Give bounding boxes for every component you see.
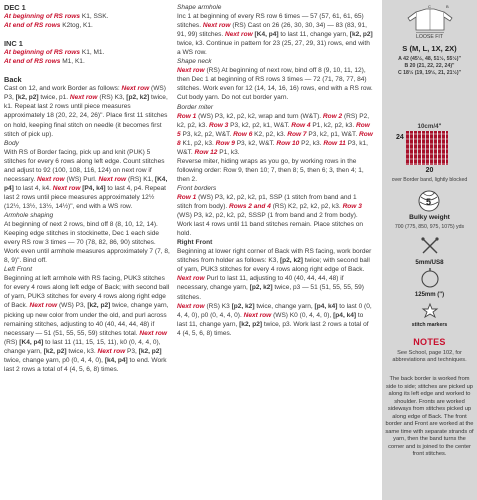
instruction-paragraph: [177, 302, 373, 338]
instruction-text: (WS) P3,: [4, 85, 166, 102]
row-label: Next row: [52, 184, 81, 192]
instruction-text: Inc 1 at beginning of every RS row 6 times — 57 (57, 61, 61, 65) stitches.: [177, 13, 364, 30]
instruction-paragraph: [177, 66, 373, 102]
instruction-text: (RS) At beginning of next row, bind off 8 (9, 10, 11, 12), then Dec 1 at beginning of RS rows 3 times — 72 (71, 78, 77, 84) stitches. Work even for 12 (14, 14, 16, 16) rows, end with a RS row. Cut body yarn. Do not cut border yarn.: [177, 67, 373, 102]
svg-text:5: 5: [426, 197, 432, 207]
stitch-repeat: [k2, p2]: [138, 347, 162, 355]
row-label: At end of RS rows: [4, 58, 61, 66]
instruction-text: Purl to last 11, adjusting to 40 (40, 44, 44, 48) if necessary, change yarn,: [177, 275, 344, 292]
instruction-text: twice, change yarn, p0 (0, 4, 4, 0),: [4, 356, 105, 364]
notes-title: NOTES: [413, 337, 446, 347]
instruction-text: twice; with second ball of yarn, PUK3 stitches for every 4 rows along right edge of Back.: [177, 257, 370, 274]
row-label: Row 2: [322, 112, 343, 120]
gauge-stitches: 20: [425, 167, 434, 174]
instruction-text: Body: [4, 139, 19, 147]
instruction-text: (WS) P3, k2, p2, k2, p2, SSSP (1 from band and 2 from body). Work last 4 rows until 11 band stitches remain. Place stitches on hold.: [177, 212, 364, 238]
instruction-text: P3,: [125, 347, 139, 355]
instruction-paragraph: [4, 21, 170, 30]
row-label: Next row: [97, 347, 126, 355]
instruction-paragraph: [177, 12, 373, 57]
instruction-text: twice, k3. Continue in pattern for 23 (25, 27, 29, 31) rows, end with a WS row.: [177, 40, 370, 57]
instructions-column-middle: [177, 3, 373, 338]
instruction-text: (RS) K2, p2, k2, p2, k3.: [270, 203, 343, 211]
instruction-text: (WS) P3, k2, p2, k2, wrap and turn (W&T).: [196, 112, 323, 120]
pattern-sidebar: [382, 0, 477, 500]
stitch-repeat: [k2, p2]: [239, 320, 263, 328]
spacer: [4, 66, 170, 75]
instruction-text: twice, k3.: [66, 347, 98, 355]
instruction-text: to last 4, p4. Repeat last 2 rows until piece measures approximately 12½ (12½, 13½, 13½, 14½)", end with a WS row.: [4, 184, 166, 210]
instruction-text: Border miter: [177, 103, 214, 111]
instruction-text: Armhole shaping: [4, 211, 54, 219]
instruction-text: twice, change yarn, picking up new color from under the old, and purl across remaining stitches, adjusting to 40 (40, 44, 44, 48) if necessary — 51 (51, 55, 55, 59) stitches total.: [4, 302, 169, 337]
stitch-repeat: [k2, p2]: [15, 94, 39, 102]
row-label: Row 10: [276, 139, 300, 147]
instruction-text: Shape armhole: [177, 4, 222, 11]
gauge-note: over Border band, lightly blocked: [391, 177, 468, 183]
row-label: Row 7: [287, 130, 307, 138]
row-label: Next row: [225, 31, 253, 39]
instruction-text: (RS) K3,: [97, 94, 127, 102]
row-label: Row 6: [233, 130, 253, 138]
row-label: Next row: [243, 311, 272, 319]
instruction-text: P3, k2, p2, k1, W&T.: [228, 121, 292, 129]
instruction-paragraph: [4, 12, 170, 21]
stitch-repeat: [K4, p4]: [254, 31, 279, 39]
instruction-paragraph: [4, 139, 170, 148]
stitch-repeat: [p4, k4]: [314, 302, 338, 310]
stitch-repeat: Right Front: [177, 239, 213, 247]
instruction-text: Front borders: [177, 184, 217, 192]
instruction-text: to last 0 (0, 4, 4, 0), p0 (0, 4, 4, 0).: [177, 302, 372, 319]
stitch-markers-icon: [420, 302, 440, 320]
section-heading: DEC 1: [4, 3, 26, 12]
row-label: Row 4: [291, 121, 311, 129]
instruction-paragraph: [4, 148, 170, 211]
instruction-paragraph: [177, 247, 373, 301]
instruction-text: (WS) K0 (0, 4, 4, 0),: [271, 311, 334, 319]
instruction-text: M1, K1.: [60, 58, 85, 66]
needle-size: 5mm/US8: [415, 259, 444, 266]
stitch-repeat: [p2, k2]: [126, 94, 150, 102]
instruction-text: to last 11 (11, 15, 15, 11), k0 (0, 4, 4, 0), change yarn,: [4, 338, 161, 355]
instruction-paragraph: [4, 211, 170, 220]
stitch-repeat: [k2, p2]: [349, 31, 373, 39]
stitch-repeat: [k2, p2]: [43, 347, 67, 355]
yarn-weight: Bulky weight: [409, 214, 450, 221]
instruction-text: to last 11, change yarn,: [177, 311, 364, 328]
instruction-text: (RS): [4, 338, 20, 346]
instruction-text: P1, k3.: [217, 148, 240, 156]
row-label: Row 5: [177, 121, 370, 138]
row-label: Row 8: [177, 130, 373, 147]
spacer: [4, 30, 170, 39]
instruction-text: P2, k3.: [299, 139, 324, 147]
instruction-text: (RS) K1,: [126, 175, 155, 183]
svg-text:C: C: [428, 4, 431, 9]
row-label: Next row: [139, 329, 168, 337]
instruction-text: P1, k2, p2, k3.: [310, 121, 357, 129]
instruction-text: At beginning of next 2 rows, bind off 8 (8, 10, 12, 14). Keeping edge stitches in stockinette, Dec 1 each side every RS row 3 times — 70 (78, 82, 86, 90) stitches. Work even until armhole measures approximately 7 (7, 8, 8, 9)". Bind off.: [4, 221, 170, 265]
gauge-rows: 24: [396, 134, 404, 141]
instruction-text: P3, k2, W&T.: [234, 139, 277, 147]
instruction-paragraph: [177, 238, 373, 247]
instruction-text: P3, k2, p2, W&T.: [180, 130, 234, 138]
row-label: At beginning of RS rows: [4, 13, 81, 21]
row-label: Row 3: [209, 121, 229, 129]
instruction-text: Beginning at left armhole with RS facing, PUK3 stitches for every 4 rows along left edge of Back; with second ball of yarn, PUK3 stitches for every 4 rows along right edge of Back.: [4, 275, 170, 310]
section-heading: INC 1: [4, 39, 23, 49]
instruction-text: twice, p1.: [38, 94, 70, 102]
instruction-text: (RS) Cast on 26 (26, 30, 30, 34) — 83 (83, 91, 91, 99) stitches.: [177, 22, 367, 39]
row-label: Row 9: [215, 139, 235, 147]
instruction-text: twice, k1. Repeat last 2 rows until piece measures approximately 18 (20, 22, 24, 26)". Place first 11 stitches on hold, keeping final stitch on needle (it becomes first stitch of pick up).: [4, 94, 168, 138]
row-label: Row 1: [177, 112, 197, 120]
instruction-text: to end. Work last 2 rows a total of 4 (4, 5, 6, 8) times.: [4, 356, 167, 373]
instruction-text: (WS) P3, k2, p2, k2, p1, SSP (1 stitch from band and 1 stitch from body).: [177, 193, 357, 211]
instruction-text: to last 4, k4.: [13, 184, 53, 192]
instruction-text: twice, p3 — 51 (51, 55, 55, 59) stitches.: [177, 284, 364, 301]
instruction-text: K1, SSK.: [80, 13, 109, 21]
instruction-paragraph: [177, 184, 373, 193]
instruction-text: P3, k2, p1, W&T.: [306, 130, 359, 138]
instruction-text: twice, p3. Work last 2 rows a total of 4 (4, 5, 6, 8) times.: [177, 320, 369, 337]
row-label: Row 3: [342, 203, 362, 211]
instruction-text: Shape neck: [177, 58, 212, 66]
instruction-paragraph: [4, 220, 170, 265]
stitch-repeat: [K4, p4]: [19, 338, 44, 346]
instruction-text: (RS) K3: [204, 302, 232, 310]
row-label: Next row: [177, 275, 205, 283]
instruction-text: Reverse miter, hiding wraps as you go, by working rows in the following order: Row 9, then 10; 7, then 8; 5, then 6; 3, then 4; 1, then 2.: [177, 157, 364, 183]
row-label: Rows 2 and 4: [229, 203, 271, 211]
stitch-repeat: [k2, p2]: [87, 302, 111, 310]
row-label: Next row: [69, 94, 98, 102]
instructions-column-left: [4, 3, 170, 374]
circular-needle-length: 125mm ("): [414, 292, 445, 298]
stitch-repeat: [P4, k4]: [82, 184, 106, 192]
row-label: Next row: [202, 22, 231, 30]
notes-reference: See School, page 102, for abbreviations and techniques.: [392, 350, 467, 363]
instruction-text: (RS) P2, k2, p2, k3.: [177, 112, 370, 129]
instruction-paragraph: [4, 48, 170, 57]
yarn-ball-icon: [416, 189, 442, 213]
instruction-text: to last 11, change yarn,: [278, 31, 350, 39]
section-heading: Back: [4, 75, 22, 85]
gauge-swatch: [406, 131, 448, 165]
svg-text:B: B: [446, 4, 449, 9]
stitch-repeat: [k4, p4]: [104, 356, 128, 364]
instruction-text: Cast on 12, and work Border as follows:: [4, 85, 122, 93]
row-label: Row 1: [177, 193, 197, 201]
instruction-text: K2, p2, k3.: [252, 130, 288, 138]
sizes-label: S (M, L, 1X, 2X): [402, 44, 457, 53]
row-label: Next row: [177, 67, 205, 75]
row-label: Next row: [29, 302, 58, 310]
row-label: Row 11: [323, 139, 346, 147]
instruction-text: P3, k1, W&T.: [177, 139, 368, 156]
instruction-paragraph: [177, 193, 373, 238]
needles-icon: [420, 236, 440, 256]
instruction-paragraph: [4, 265, 170, 274]
circular-needle-icon: [418, 268, 442, 290]
instruction-paragraph: [177, 57, 373, 66]
stitch-markers-label: stitch markers: [411, 322, 448, 328]
row-label: Row 12: [194, 148, 218, 156]
instruction-text: twice, change yarn,: [254, 302, 315, 310]
row-label: Next row: [98, 175, 127, 183]
stitch-repeat: [p2, k2]: [231, 302, 255, 310]
instruction-paragraph: [177, 112, 373, 157]
instruction-paragraph: [177, 103, 373, 112]
instruction-text: K1, p2, k3.: [180, 139, 216, 147]
row-label: Next row: [37, 175, 65, 183]
stitch-repeat: [p2, k2]: [249, 284, 273, 292]
row-label: Next row: [177, 302, 205, 310]
instruction-paragraph: [4, 84, 170, 138]
garment-schematic-icon: [406, 4, 454, 34]
instruction-paragraph: [177, 3, 373, 12]
instruction-paragraph: [4, 274, 170, 374]
instruction-paragraph: [177, 157, 373, 184]
yarn-amount: 700 (775, 850, 975, 1075) yds: [394, 224, 465, 230]
stitch-repeat: [p4, k4]: [333, 311, 357, 319]
instruction-text: (WS) P3,: [57, 302, 88, 310]
instruction-text: K2tog, K1.: [60, 22, 93, 30]
instruction-text: (WS) Purl.: [64, 175, 99, 183]
instruction-text: K1, M1.: [80, 49, 105, 57]
stitch-repeat: [K4, p4]: [4, 175, 168, 192]
measurement-b: B 20 (21, 22, 22, 24)": [404, 63, 455, 69]
gauge-size-label: 10cm/4": [417, 123, 442, 130]
instruction-text: Left Front: [4, 266, 33, 274]
row-label: Next row: [121, 85, 150, 93]
fit-label: LOOSE FIT: [415, 34, 444, 40]
instruction-text: Beginning at lower right corner of Back with RS facing, work border stitches from holder as follows: K3,: [177, 248, 372, 265]
row-label: At beginning of RS rows: [4, 49, 81, 57]
instruction-text: With RS of Border facing, pick up and knit (PUK) 5 stitches for every 6 rows along left edge. Count stitches and adjust to 92 (100, 108, 116, 124) on next row if necessary.: [4, 148, 165, 183]
measurement-c: C 18½ (19, 19½, 21, 21½)": [397, 70, 462, 76]
instruction-paragraph: [4, 57, 170, 66]
notes-body: The back border is worked from side to side; stitches are picked up along its left edge and worked to shoulder. Fronts are worked sideways from stitches picked up along edge of Back. The front border and Front are worked at the same time with separate strands of yarn, then the band turns the corner and is joined to the center front stitches.: [385, 376, 474, 458]
row-label: At end of RS rows: [4, 22, 61, 30]
measurement-a: A 42 (45½, 48, 51½, 55½)": [398, 56, 461, 62]
stitch-repeat: [p2, k2]: [279, 257, 303, 265]
